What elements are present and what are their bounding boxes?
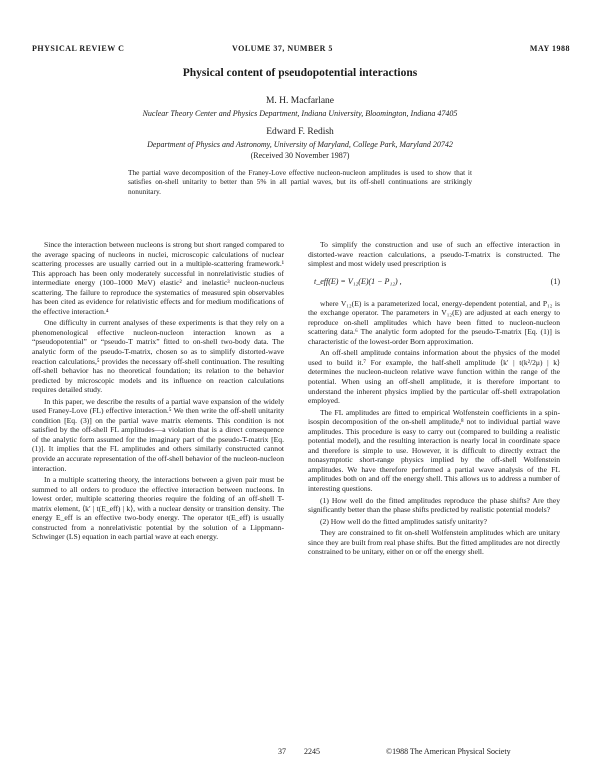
right-column bbox=[308, 240, 560, 559]
author-name: M. H. Macfarlane bbox=[265, 96, 335, 106]
body-paragraph: (1) How well do the fitted amplitudes reproduce the phase shifts? Are they significantly better than the phase shifts predicted by realistic potential models? bbox=[308, 495, 560, 515]
body-paragraph: In a multiple scattering theory, the interactions between a given pair must be summed to all orders to produce the effective interaction between nucleons. In lowest order, multiple scattering theories require the folding of an off-shell T-matrix element, ⟨k′ | t(E_eff) | k⟩, with a nuclear density or transition density. The energy E_eff is an effective two-body energy. The operator t(E_eff) is usually constructed from a nonrelativistic potential by the solution of a Lippmann-Schwinger (LS) equation in each partial wave at each energy. bbox=[32, 475, 284, 542]
author-affiliation: Department of Physics and Astronomy, University of Maryland, College Park, Maryland 20742 bbox=[147, 140, 453, 149]
page-number: 2245 bbox=[304, 747, 320, 756]
equation-number: (1) bbox=[550, 276, 560, 286]
copyright-notice: ©1988 The American Physical Society bbox=[386, 747, 511, 756]
author-name: Edward F. Redish bbox=[266, 127, 334, 137]
body-paragraph: Since the interaction between nucleons is strong but short ranged compared to the average spacing of nucleons in nuclei, microscopic calculations of nuclear scattering processes are usually carried out in a multiple-scattering framework.¹ This approach has been only moderately successful in nonrelativistic studies of intermediate energy (100–1000 MeV) elastic² and inelastic³ nucleon-nucleus scattering. The failure to reproduce the systematics of measured spin observables has been cited as evidence for relativistic effects and for medium modifications of the effective interaction.⁴ bbox=[32, 240, 284, 316]
received-date: (Received 30 November 1987) bbox=[250, 151, 350, 160]
paper-title: Physical content of pseudopotential interactions bbox=[182, 67, 418, 79]
body-paragraph: An off-shell amplitude contains information about the physics of the model used to build it.⁷ For example, the half-shell amplitude ⟨k′ | t(k²/2μ) | k⟩ determines the nucleon-nucleon relative wave function within the range of the potential. When using an off-shell amplitude, it is therefore important to understand the inherent physics implied by the particular off-shell extrapolation employed. bbox=[308, 348, 560, 406]
body-paragraph: They are constrained to fit on-shell Wolfenstein amplitudes which are unitary since they are built from real phase shifts. But the fitted amplitudes are not directly constrained to be unitary, either on or off the energy shell. bbox=[308, 528, 560, 557]
equation-body: t_eff(E) = V₁₂(E)(1 − P₁₂) , bbox=[314, 276, 402, 286]
journal-name: PHYSICAL REVIEW C bbox=[32, 44, 125, 53]
issue-date: MAY 1988 bbox=[529, 44, 570, 53]
body-paragraph: One difficulty in current analyses of these experiments is that they rely on a phenomenological effective nucleon-nucleon interaction known as a “pseudopotential” or “pseudo-T matrix” fitted to on-shell two-body data. The analytic form of the pseudo-T-matrix, chosen so as to simplify distorted-wave reaction calculations,⁵ provides the necessary off-shell continuation. The resulting off-shell behavior has no theoretical foundation; its relation to the behavior predicted by microscopic models and its influence on reaction calculations requires detailed study. bbox=[32, 318, 284, 395]
body-paragraph: In this paper, we describe the results of a partial wave expansion of the widely used Franey-Love (FL) effective interaction.⁵ We then write the off-shell unitarity condition [Eq. (3)] on the partial wave matrix elements. This condition is not satisfied by the off-shell FL amplitudes—a violation that is a direct consequence of the analytic form assumed for the imaginary part of the pseudo-T-matrix [Eq. (1)]. It implies that the FL amplitudes and others similarly constructed cannot provide an accurate representation of the off-shell behavior of the nucleon-nucleon interaction. bbox=[32, 396, 284, 473]
body-paragraph: To simplify the construction and use of such an effective interaction in distorted-wave reaction calculations, a pseudo-T-matrix is constructed. The simplest and most widely used prescription is bbox=[308, 240, 560, 269]
author-affiliation: Nuclear Theory Center and Physics Department, Indiana University, Bloomington, Indiana 47405 bbox=[142, 109, 458, 118]
equation-1 bbox=[308, 271, 560, 293]
body-paragraph: (2) How well do the fitted amplitudes satisfy unitarity? bbox=[320, 516, 488, 526]
body-paragraph: The FL amplitudes are fitted to empirical Wolfenstein coefficients in a spin-isospin decomposition of the on-shell amplitude,⁸ not to individual partial wave amplitudes. This procedure is easy to carry out (compared to building a realistic potential model), and the resulting interaction is nearly local in coordinate space and therefore is simple to use. However, it is difficult to directly extract the nonasymptotic short-range physics implied by the off-shell Wolfenstein amplitudes. We have therefore performed a partial wave analysis of the FL amplitudes both on and off the energy shell. This allows us to address a number of interesting questions. bbox=[308, 407, 560, 494]
body-paragraph: where V₁₂(E) is a parameterized local, energy-dependent potential, and P₁₂ is the exchange operator. The parameters in V₁₂(E) are adjusted at each energy to reproduce on-shell amplitudes which have been fitted to nucleon-nucleon scattering data.⁶ The analytic form adopted for the pseudo-T-matrix [Eq. (1)] is characteristic of the lowest-order Born approximation. bbox=[308, 298, 560, 346]
abstract: The partial wave decomposition of the Franey-Love effective nucleon-nucleon amplitudes is used to show that it satisfies on-shell unitarity to better than 5% in all partial waves, but its off-shell continuations are strikingly nonunitary. bbox=[128, 168, 472, 196]
left-column bbox=[32, 240, 284, 544]
footer-volume: 37 bbox=[278, 747, 286, 756]
volume-number: VOLUME 37, NUMBER 5 bbox=[232, 44, 333, 53]
